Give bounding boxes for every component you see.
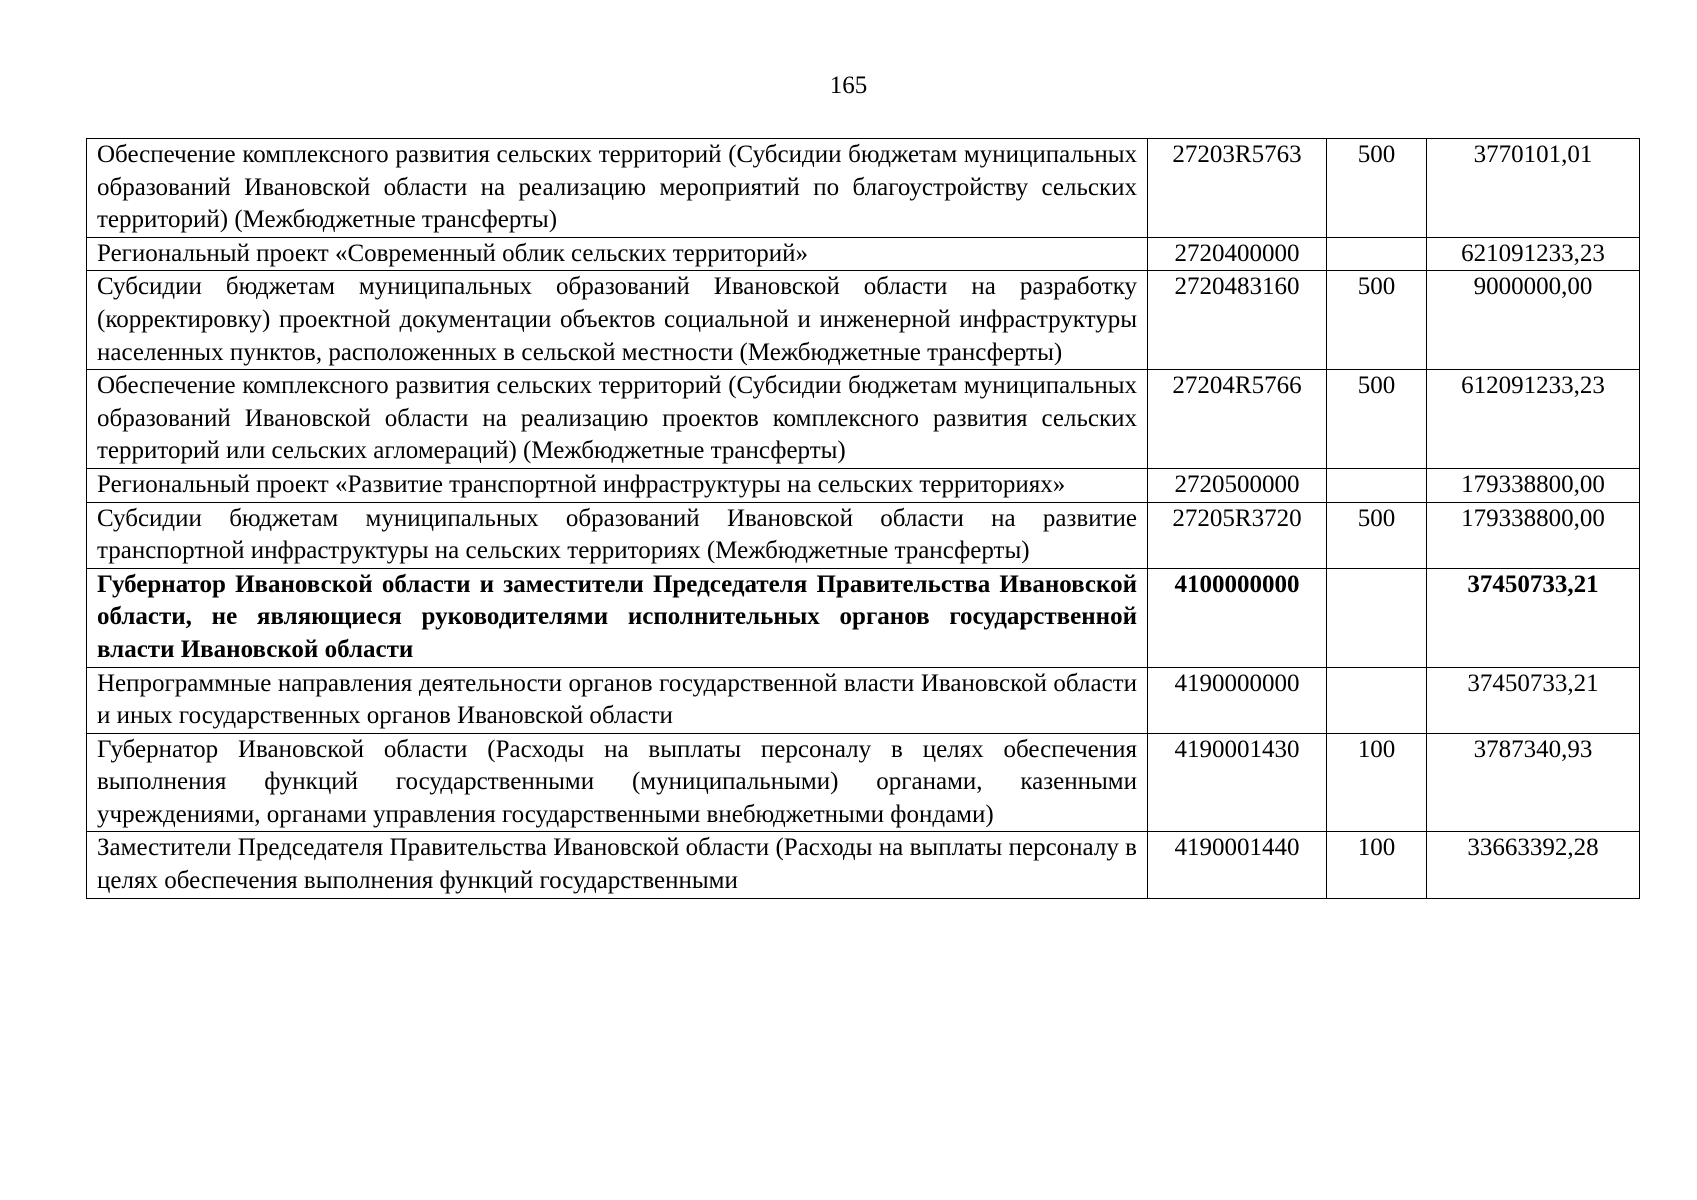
table-row-bold [87,568,1640,667]
row-expense-type [1327,237,1427,271]
table-row [87,370,1640,469]
table-row [87,502,1640,568]
row-description: Губернатор Ивановской области (Расходы на выплаты персоналу в целях обеспечения выполнения функций государственными (муниципальными) органами, казенными учреждениями, органами управления государственными внебюджетными фондами) [87,733,1148,832]
row-target-code: 4100000000 [1148,568,1327,667]
row-target-code: 4190000000 [1148,667,1327,733]
row-expense-type [1327,568,1427,667]
row-amount: 3770101,01 [1427,139,1640,238]
row-amount: 37450733,21 [1427,568,1640,667]
row-target-code: 27203R5763 [1148,139,1327,238]
table-row [87,667,1640,733]
page-number: 165 [829,72,868,99]
row-target-code: 4190001440 [1148,832,1327,898]
table-row [87,733,1640,832]
row-target-code: 4190001430 [1148,733,1327,832]
table-row [87,271,1640,370]
table-row [87,139,1640,238]
row-description: Субсидии бюджетам муниципальных образований Ивановской области на развитие транспортной инфраструктуры на сельских территориях (Межбюджетные трансферты) [87,502,1148,568]
row-description: Субсидии бюджетам муниципальных образований Ивановской области на разработку (корректировку) проектной документации объектов социальной и инженерной инфраструктуры населенных пунктов, расположенных в сельской местности (Межбюджетные трансферты) [87,271,1148,370]
row-target-code: 27205R3720 [1148,502,1327,568]
row-target-code: 27204R5766 [1148,370,1327,469]
row-amount: 37450733,21 [1427,667,1640,733]
row-expense-type: 100 [1327,733,1427,832]
row-expense-type [1327,667,1427,733]
row-amount: 3787340,93 [1427,733,1640,832]
row-amount: 33663392,28 [1427,832,1640,898]
row-description: Губернатор Ивановской области и заместители Председателя Правительства Ивановской области, не являющиеся руководителями исполнительных органов государственной власти Ивановской области [87,568,1148,667]
row-expense-type: 100 [1327,832,1427,898]
row-expense-type: 500 [1327,502,1427,568]
row-amount: 612091233,23 [1427,370,1640,469]
table-row [87,832,1640,898]
row-target-code: 2720400000 [1148,237,1327,271]
row-expense-type: 500 [1327,139,1427,238]
row-amount: 179338800,00 [1427,502,1640,568]
row-description: Региональный проект «Современный облик сельских территорий» [87,237,1148,271]
row-description: Обеспечение комплексного развития сельских территорий (Субсидии бюджетам муниципальных образований Ивановской области на реализацию проектов комплексного развития сельских территорий или сельских агломераций) (Межбюджетные трансферты) [87,370,1148,469]
row-amount: 179338800,00 [1427,468,1640,502]
row-expense-type [1327,468,1427,502]
budget-table [86,138,1640,899]
row-amount: 9000000,00 [1427,271,1640,370]
row-description: Заместители Председателя Правительства Ивановской области (Расходы на выплаты персоналу в целях обеспечения выполнения функций государственными [87,832,1148,898]
table-row [87,237,1640,271]
table-row [87,468,1640,502]
row-expense-type: 500 [1327,370,1427,469]
row-description: Обеспечение комплексного развития сельских территорий (Субсидии бюджетам муниципальных образований Ивановской области на реализацию мероприятий по благоустройству сельских территорий) (Межбюджетные трансферты) [87,139,1148,238]
row-target-code: 2720483160 [1148,271,1327,370]
row-target-code: 2720500000 [1148,468,1327,502]
table-body [87,139,1640,899]
row-amount: 621091233,23 [1427,237,1640,271]
row-description: Непрограммные направления деятельности органов государственной власти Ивановской области и иных государственных органов Ивановской области [87,667,1148,733]
row-expense-type: 500 [1327,271,1427,370]
row-description: Региональный проект «Развитие транспортной инфраструктуры на сельских территориях» [87,468,1148,502]
